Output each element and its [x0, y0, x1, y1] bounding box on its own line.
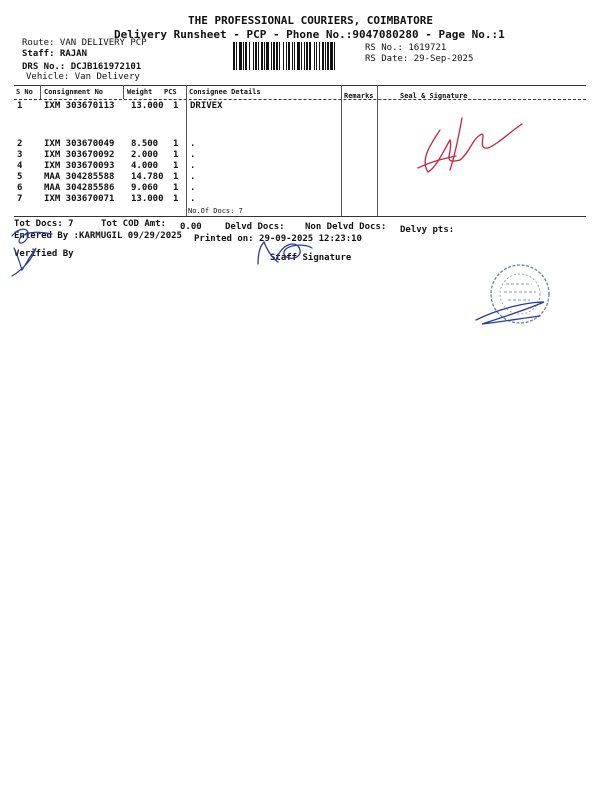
row-sno: 6 [17, 183, 23, 193]
entered-by: Entered By :KARMUGIL 09/29/2025 [14, 231, 182, 241]
staff-signature-mark [252, 236, 322, 266]
tot-cod-label: Tot COD Amt: [101, 219, 167, 229]
row-weight: 4.000 [131, 161, 159, 171]
row-consignment: IXM 303670093 [44, 161, 115, 171]
row-consignment: MAA 304285588 [44, 172, 115, 182]
company-title: THE PROFESSIONAL COURIERS, COIMBATORE [188, 14, 434, 27]
row-details: . [190, 183, 196, 193]
row-pcs: 1 [173, 150, 179, 160]
row-consignment: IXM 303670049 [44, 139, 115, 149]
stamp-seal [470, 262, 560, 332]
tot-cod-value: 0.00 [180, 222, 202, 232]
row-weight: 8.500 [131, 139, 159, 149]
row-consignment: IXM 303670113 [44, 101, 115, 111]
row-details: . [190, 139, 196, 149]
row-details: . [190, 161, 196, 171]
row-pcs: 1 [173, 172, 179, 182]
delvy-pts: Delvy pts: [400, 225, 455, 235]
row-sno: 3 [17, 150, 23, 160]
col-weight: Weight [127, 88, 153, 96]
row-consignment: IXM 303670092 [44, 150, 115, 160]
row-consignment: MAA 304285586 [44, 183, 115, 193]
row-details: . [190, 150, 196, 160]
row-weight: 14.780 [131, 172, 164, 182]
drs-number: DRS No.: DCJB161972101 [22, 62, 142, 72]
route-label: Route: VAN DELIVERY PCP [22, 38, 147, 48]
rs-date: RS Date: 29-Sep-2025 [365, 54, 474, 64]
row-pcs: 1 [173, 139, 179, 149]
row-weight: 2.000 [131, 150, 159, 160]
row-details: . [190, 194, 196, 204]
row-consignment: IXM 303670071 [44, 194, 115, 204]
vehicle-label: Vehicle: Van Delivery [26, 72, 140, 82]
row-sno: 7 [17, 194, 23, 204]
col-seal: Seal & Signature [400, 92, 468, 100]
non-delvd-docs: Non Delvd Docs: [305, 222, 387, 232]
runsheet-subtitle: Delivery Runsheet - PCP - Phone No.:9047080280 - Page No.:1 [114, 28, 505, 41]
row-sno: 1 [17, 101, 23, 111]
customer-signature [410, 110, 530, 180]
barcode [233, 42, 360, 70]
col-consignee: Consignee Details [189, 88, 261, 96]
row-weight: 9.060 [131, 183, 159, 193]
row-details: DRIVEX [190, 101, 223, 111]
delvd-docs: Delvd Docs: [225, 222, 285, 232]
staff-signature-label: Staff Signature [270, 253, 352, 263]
printed-on: Printed on: 29-09-2025 12:23:10 [194, 234, 362, 244]
row-pcs: 1 [173, 183, 179, 193]
col-consignment: Consignment No [44, 88, 104, 96]
col-sno: S No [16, 88, 33, 96]
row-pcs: 1 [173, 161, 179, 171]
tot-docs: Tot Docs: 7 [14, 219, 74, 229]
staff-label: Staff: RAJAN [22, 49, 88, 59]
row-pcs: 1 [173, 101, 179, 111]
row-weight: 13.000 [131, 101, 164, 111]
row-pcs: 1 [173, 194, 179, 204]
no-of-docs: No.Of Docs: 7 [188, 207, 243, 215]
row-details: . [190, 172, 196, 182]
row-sno: 4 [17, 161, 23, 171]
row-sno: 2 [17, 139, 23, 149]
row-weight: 13.000 [131, 194, 164, 204]
col-remarks: Remarks [344, 92, 374, 100]
rs-number: RS No.: 1619721 [365, 43, 447, 53]
verified-by: Verified By [14, 249, 74, 259]
verified-by-scribble [8, 240, 48, 280]
col-pcs: PCS [164, 88, 177, 96]
row-sno: 5 [17, 172, 23, 182]
